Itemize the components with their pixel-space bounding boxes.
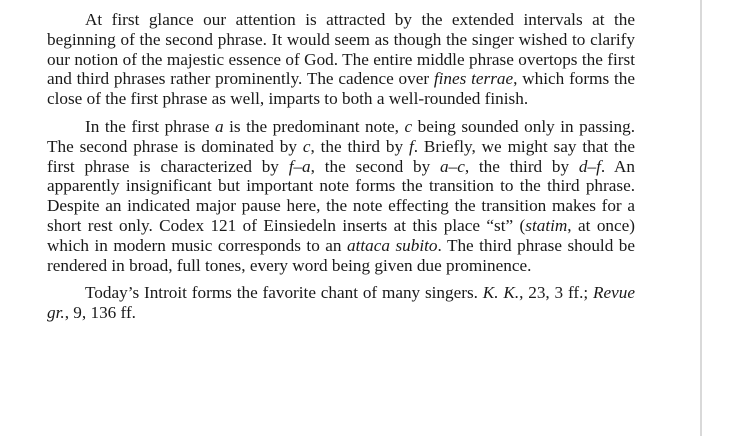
text-run: . An apparently insignificant but important note forms the transition to the third phrase. Despite an indicated major pause here, the note effecting the transition makes for a short rest only. Codex 121 of Einsiedeln inserts at this place “st” ( xyxy=(47,156,636,235)
paragraph-introit-note xyxy=(47,283,635,323)
text-run: , 23, 3 ff.; xyxy=(519,283,593,303)
page-edge-shadow xyxy=(700,0,702,436)
italic-term: fines terrae xyxy=(433,69,514,89)
text-run: , at once) which in modern music corresponds to an xyxy=(47,215,635,255)
italic-term: attaca subito xyxy=(347,235,438,255)
italic-term: Revue gr. xyxy=(47,283,635,323)
paragraph-phrase-notes xyxy=(47,117,635,275)
text-run: , the second by xyxy=(310,156,440,176)
italic-term: d–f xyxy=(578,156,601,176)
text-run: . Briefly, we might say that the first phrase is characterized by xyxy=(47,136,635,176)
italic-term: a xyxy=(214,116,224,136)
text-run: Today’s Introit forms the favorite chant of many singers. xyxy=(85,283,483,303)
text-run: , the third by xyxy=(464,156,579,176)
italic-term: c xyxy=(404,116,413,136)
italic-term: f xyxy=(408,136,414,156)
text-run: . The third phrase should be rendered in broad, full tones, every word being given due prominence. xyxy=(47,235,635,275)
italic-term: c xyxy=(302,136,311,156)
italic-term: a–c xyxy=(440,156,465,176)
text-run: being sounded only in passing. The second phrase is dominated by xyxy=(47,116,635,156)
document-body xyxy=(47,10,635,331)
paragraph-phrase-intervals xyxy=(47,10,635,109)
text-run: , the third by xyxy=(310,136,409,156)
italic-term: f–a xyxy=(288,156,311,176)
text-run: In the first phrase xyxy=(85,116,215,136)
italic-term: K. K. xyxy=(482,283,520,303)
text-run: is the predominant note, xyxy=(223,116,405,136)
italic-term: statim xyxy=(525,215,568,235)
text-run: , which forms the close of the first phrase as well, imparts to both a well-rounded finish. xyxy=(47,69,635,109)
text-run: At first glance our attention is attracted by the extended intervals at the beginning of the second phrase. It would seem as though the singer wished to clarify our notion of the majestic essence of God. The entire middle phrase overtops the first and third phrases rather prominently. The cadence over xyxy=(47,10,635,89)
text-run: , 9, 136 ff. xyxy=(64,303,136,323)
